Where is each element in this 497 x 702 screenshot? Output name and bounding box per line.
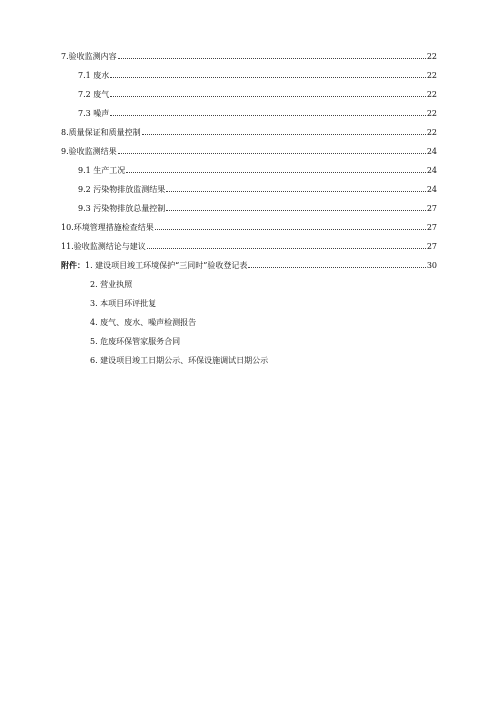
toc-leader xyxy=(110,77,426,78)
toc-leader xyxy=(166,210,426,211)
toc-entry-label: 10.环境管理措施检查结果 xyxy=(61,223,154,232)
toc-page-number: 27 xyxy=(426,204,437,213)
toc-entry-10[interactable] xyxy=(61,222,437,233)
toc-leader xyxy=(118,58,426,59)
toc-entry-9-1[interactable] xyxy=(78,165,437,176)
toc-leader xyxy=(142,134,426,135)
toc-page-number: 22 xyxy=(426,90,437,99)
toc-leader xyxy=(118,153,426,154)
toc-entry-11[interactable] xyxy=(61,241,437,252)
toc-entry-label: 11.验收监测结论与建议 xyxy=(61,242,146,251)
attachment-label: 1. 建设项目竣工环境保护“三同时”验收登记表 xyxy=(85,261,248,270)
attachments-heading: 附件： xyxy=(61,260,85,270)
toc-entry-label: 7.验收监测内容 xyxy=(61,52,117,61)
toc-entry-label: 9.验收监测结果 xyxy=(61,147,117,156)
attachment-item: 5. 危废环保管家服务合同 xyxy=(90,337,181,346)
toc-entry-7-2[interactable] xyxy=(78,89,437,100)
toc-entry-label: 7.1 废水 xyxy=(78,71,110,80)
toc-leader xyxy=(126,172,426,173)
toc-entry-9-3[interactable] xyxy=(78,203,437,214)
toc-leader xyxy=(110,96,426,97)
toc-page-number: 30 xyxy=(426,261,437,270)
toc-entry-7[interactable] xyxy=(61,51,437,62)
toc-entry-label: 9.1 生产工况 xyxy=(78,166,126,175)
toc-entry-label: 7.2 废气 xyxy=(78,90,110,99)
attachment-item: 6. 建设项目竣工日期公示、环保设施调试日期公示 xyxy=(90,356,269,365)
toc-entry-label: 9.2 污染物排放监测结果 xyxy=(78,185,166,194)
toc-entry-7-3[interactable] xyxy=(78,108,437,119)
toc-leader xyxy=(248,267,425,268)
toc-entry-9[interactable] xyxy=(61,146,437,157)
attachment-item: 2. 营业执照 xyxy=(90,280,133,289)
toc-entry-label: 7.3 噪声 xyxy=(78,109,110,118)
toc-leader xyxy=(155,229,426,230)
toc-entry-label: 8.质量保证和质量控制 xyxy=(61,128,141,137)
toc-entry-7-1[interactable] xyxy=(78,70,437,81)
toc-page-number: 22 xyxy=(426,71,437,80)
toc-page-number: 22 xyxy=(426,128,437,137)
toc-page-number: 24 xyxy=(426,147,437,156)
toc-page-number: 27 xyxy=(426,242,437,251)
toc-leader xyxy=(166,191,426,192)
toc-page-number: 27 xyxy=(426,223,437,232)
toc-page-number: 24 xyxy=(426,166,437,175)
attachment-item: 4. 废气、废水、噪声检测报告 xyxy=(90,318,197,327)
toc-entry-label: 9.3 污染物排放总量控制 xyxy=(78,204,166,213)
toc-page-number: 22 xyxy=(426,109,437,118)
toc-page-number: 24 xyxy=(426,185,437,194)
toc-leader xyxy=(110,115,426,116)
attachment-entry-1[interactable] xyxy=(61,260,437,271)
toc-entry-9-2[interactable] xyxy=(78,184,437,195)
attachment-item: 3. 本项目环评批复 xyxy=(90,299,157,308)
toc-page-number: 22 xyxy=(426,52,437,61)
toc-leader xyxy=(147,248,426,249)
toc-entry-8[interactable] xyxy=(61,127,437,138)
